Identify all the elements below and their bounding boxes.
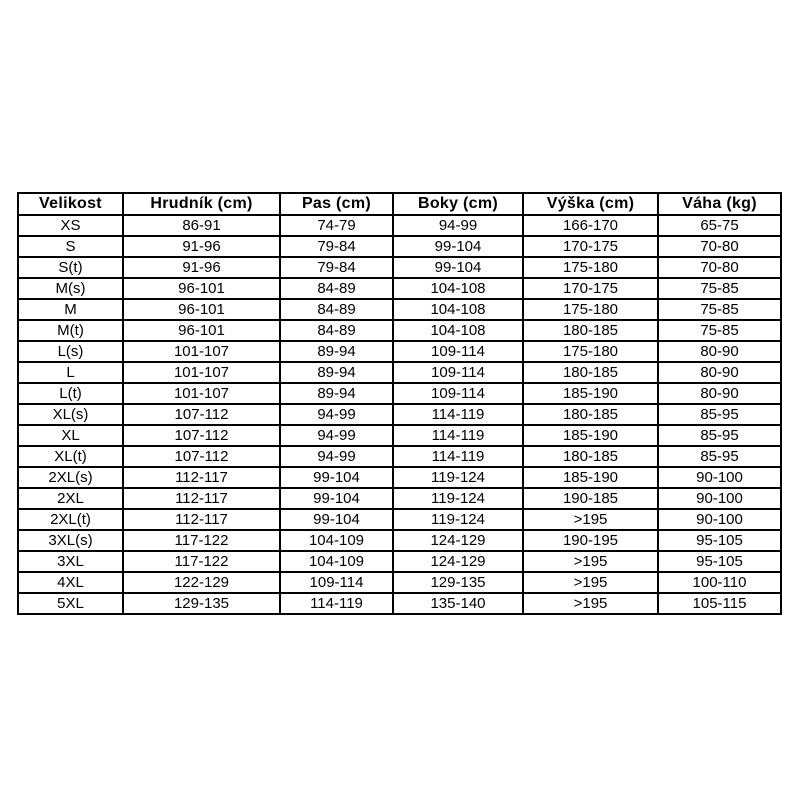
table-row [18, 383, 781, 404]
measurement-cell: 185-190 [523, 383, 658, 404]
measurement-cell: 107-112 [123, 425, 280, 446]
measurement-cell: 166-170 [523, 215, 658, 236]
measurement-cell: 175-180 [523, 341, 658, 362]
measurement-cell: 180-185 [523, 320, 658, 341]
measurement-cell: 101-107 [123, 383, 280, 404]
measurement-cell: 84-89 [280, 278, 393, 299]
size-label-cell: M(s) [18, 278, 123, 299]
table-row [18, 509, 781, 530]
size-label-cell: 2XL(s) [18, 467, 123, 488]
measurement-cell: 107-112 [123, 446, 280, 467]
size-label-cell: XL(s) [18, 404, 123, 425]
measurement-cell: 85-95 [658, 425, 781, 446]
col-header-size: Velikost [18, 193, 123, 215]
measurement-cell: 75-85 [658, 320, 781, 341]
col-header-height: Výška (cm) [523, 193, 658, 215]
measurement-cell: 170-175 [523, 278, 658, 299]
measurement-cell: 119-124 [393, 467, 523, 488]
table-row [18, 362, 781, 383]
measurement-cell: 112-117 [123, 509, 280, 530]
table-row [18, 530, 781, 551]
size-label-cell: 3XL(s) [18, 530, 123, 551]
measurement-cell: 124-129 [393, 551, 523, 572]
measurement-cell: 95-105 [658, 530, 781, 551]
measurement-cell: 74-79 [280, 215, 393, 236]
table-row [18, 551, 781, 572]
measurement-cell: 85-95 [658, 404, 781, 425]
measurement-cell: 170-175 [523, 236, 658, 257]
measurement-cell: 84-89 [280, 299, 393, 320]
measurement-cell: 114-119 [393, 404, 523, 425]
measurement-cell: 99-104 [280, 509, 393, 530]
measurement-cell: 70-80 [658, 236, 781, 257]
measurement-cell: 114-119 [393, 446, 523, 467]
measurement-cell: 104-108 [393, 320, 523, 341]
size-label-cell: M [18, 299, 123, 320]
measurement-cell: 75-85 [658, 278, 781, 299]
measurement-cell: 101-107 [123, 341, 280, 362]
measurement-cell: 86-91 [123, 215, 280, 236]
measurement-cell: 70-80 [658, 257, 781, 278]
measurement-cell: 99-104 [280, 467, 393, 488]
measurement-cell: >195 [523, 572, 658, 593]
measurement-cell: 91-96 [123, 257, 280, 278]
table-row [18, 320, 781, 341]
measurement-cell: 84-89 [280, 320, 393, 341]
measurement-cell: 129-135 [393, 572, 523, 593]
table-row [18, 467, 781, 488]
size-label-cell: L(t) [18, 383, 123, 404]
measurement-cell: 94-99 [280, 446, 393, 467]
measurement-cell: 100-110 [658, 572, 781, 593]
table-row [18, 572, 781, 593]
measurement-cell: 80-90 [658, 383, 781, 404]
measurement-cell: 105-115 [658, 593, 781, 614]
measurement-cell: 117-122 [123, 551, 280, 572]
size-label-cell: L(s) [18, 341, 123, 362]
measurement-cell: 89-94 [280, 383, 393, 404]
table-row [18, 488, 781, 509]
size-label-cell: 2XL(t) [18, 509, 123, 530]
size-label-cell: S(t) [18, 257, 123, 278]
measurement-cell: 65-75 [658, 215, 781, 236]
measurement-cell: 79-84 [280, 257, 393, 278]
col-header-hips: Boky (cm) [393, 193, 523, 215]
measurement-cell: 117-122 [123, 530, 280, 551]
measurement-cell: 180-185 [523, 446, 658, 467]
col-header-weight: Váha (kg) [658, 193, 781, 215]
table-row [18, 278, 781, 299]
measurement-cell: 122-129 [123, 572, 280, 593]
size-table-body [18, 215, 781, 614]
measurement-cell: 104-109 [280, 551, 393, 572]
measurement-cell: 96-101 [123, 320, 280, 341]
measurement-cell: 129-135 [123, 593, 280, 614]
measurement-cell: 80-90 [658, 341, 781, 362]
measurement-cell: 85-95 [658, 446, 781, 467]
measurement-cell: 109-114 [393, 341, 523, 362]
measurement-cell: 96-101 [123, 278, 280, 299]
measurement-cell: 185-190 [523, 425, 658, 446]
measurement-cell: 101-107 [123, 362, 280, 383]
measurement-cell: 95-105 [658, 551, 781, 572]
measurement-cell: 99-104 [393, 236, 523, 257]
table-row [18, 593, 781, 614]
measurement-cell: 79-84 [280, 236, 393, 257]
measurement-cell: 91-96 [123, 236, 280, 257]
table-row [18, 404, 781, 425]
measurement-cell: 112-117 [123, 488, 280, 509]
measurement-cell: 75-85 [658, 299, 781, 320]
measurement-cell: >195 [523, 551, 658, 572]
size-label-cell: L [18, 362, 123, 383]
measurement-cell: >195 [523, 593, 658, 614]
measurement-cell: 89-94 [280, 341, 393, 362]
measurement-cell: 94-99 [280, 404, 393, 425]
measurement-cell: 104-108 [393, 299, 523, 320]
header-row [18, 193, 781, 215]
size-label-cell: 2XL [18, 488, 123, 509]
size-label-cell: XS [18, 215, 123, 236]
measurement-cell: 99-104 [393, 257, 523, 278]
table-row [18, 257, 781, 278]
size-label-cell: S [18, 236, 123, 257]
size-label-cell: 3XL [18, 551, 123, 572]
measurement-cell: 104-108 [393, 278, 523, 299]
measurement-cell: 185-190 [523, 467, 658, 488]
measurement-cell: 89-94 [280, 362, 393, 383]
table-row [18, 236, 781, 257]
measurement-cell: 104-109 [280, 530, 393, 551]
table-row [18, 341, 781, 362]
measurement-cell: 135-140 [393, 593, 523, 614]
measurement-cell: 119-124 [393, 509, 523, 530]
measurement-cell: 96-101 [123, 299, 280, 320]
measurement-cell: 90-100 [658, 509, 781, 530]
measurement-cell: 90-100 [658, 467, 781, 488]
measurement-cell: 107-112 [123, 404, 280, 425]
size-label-cell: M(t) [18, 320, 123, 341]
measurement-cell: 109-114 [393, 383, 523, 404]
size-label-cell: 5XL [18, 593, 123, 614]
measurement-cell: 190-195 [523, 530, 658, 551]
table-row [18, 446, 781, 467]
table-row [18, 425, 781, 446]
measurement-cell: 99-104 [280, 488, 393, 509]
measurement-cell: 109-114 [393, 362, 523, 383]
measurement-cell: 180-185 [523, 362, 658, 383]
table-row [18, 215, 781, 236]
size-label-cell: XL [18, 425, 123, 446]
size-label-cell: 4XL [18, 572, 123, 593]
measurement-cell: 180-185 [523, 404, 658, 425]
size-chart-table [17, 192, 782, 615]
measurement-cell: 94-99 [393, 215, 523, 236]
measurement-cell: 175-180 [523, 299, 658, 320]
measurement-cell: 190-185 [523, 488, 658, 509]
measurement-cell: 94-99 [280, 425, 393, 446]
measurement-cell: 109-114 [280, 572, 393, 593]
measurement-cell: 90-100 [658, 488, 781, 509]
measurement-cell: 80-90 [658, 362, 781, 383]
measurement-cell: 112-117 [123, 467, 280, 488]
measurement-cell: 119-124 [393, 488, 523, 509]
measurement-cell: 175-180 [523, 257, 658, 278]
measurement-cell: >195 [523, 509, 658, 530]
col-header-chest: Hrudník (cm) [123, 193, 280, 215]
measurement-cell: 124-129 [393, 530, 523, 551]
col-header-waist: Pas (cm) [280, 193, 393, 215]
size-label-cell: XL(t) [18, 446, 123, 467]
measurement-cell: 114-119 [393, 425, 523, 446]
table-row [18, 299, 781, 320]
measurement-cell: 114-119 [280, 593, 393, 614]
